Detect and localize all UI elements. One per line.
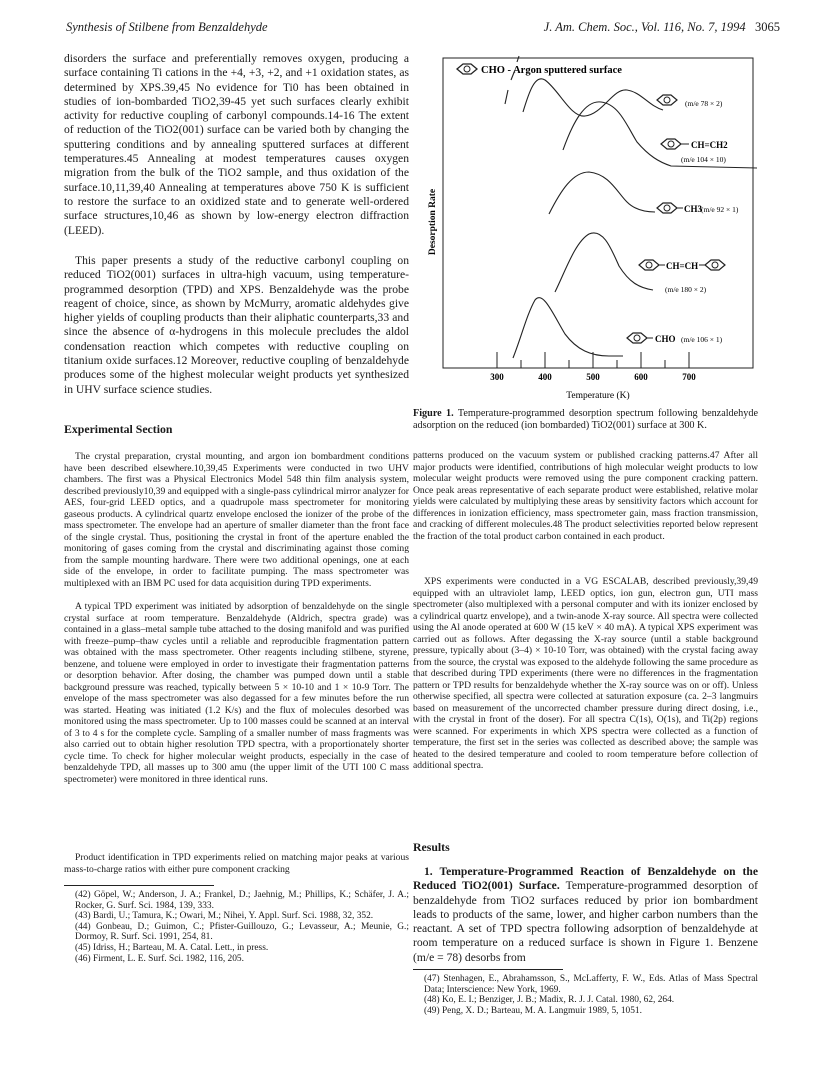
trace-species: CHO [655,334,676,344]
page-number: 3065 [755,20,780,34]
caption-label: Figure 1. [413,408,454,419]
figure-caption [413,408,758,446]
figure-1 [413,52,758,407]
x-tick-label: 600 [634,372,648,382]
right-column [413,408,758,1016]
reference-item: (42) Göpel, W.; Anderson, J. A.; Frankel, D.; Jaehnig, M.; Phillips, K.; Schäfer, J. A.; Rocker, G. Surf. Sci. 1984, 139, 333. [75,890,409,911]
paragraph: The crystal preparation, crystal mounting, and argon ion bombardment conditions have been described elsewhere.10,39,45 Experiments were conducted in two UHV chambers. The first was a Physical Electronics Model 548 thin film analysis system, described previously10,39 and equipped with a single-pass cylindrical mirror analyzer for AES, four-grid LEED optics, and a quadrupole mass spectrometer for monitoring gaseous products. A cylindrical quartz envelope enclosed the ionizer of the probe of the mass spectrometer. The envelope had an aperture of smaller diameter than the front face of the single crystal. Thus, positioning the crystal in front of the aperture enabled the monitoring of gases coming from the crystal and discriminating against those coming from the sample mounting hardware. There were two additional openings, one at each side of the envelope, in order to facilitate pumping. The mass spectrometer was multiplexed with an IBM PC used for data acquisition during TPD experiments. [64,451,409,589]
section-title: Experimental Section [64,422,173,436]
reference-list [413,974,758,1016]
trace-label: (m/e 78 × 2) [685,99,723,108]
trace-species: CH3 [684,204,702,214]
left-column [64,52,409,964]
benzene-ring-icon [661,139,681,149]
trace-species: CH=CH2 [691,140,728,150]
reference-item: (44) Gonbeau, D.; Guimon, C.; Pfister-Guillouzo, G.; Levasseur, A.; Meunie, G.; Dormoy, R. Surf. Sci. 1991, 254, 81. [75,921,409,943]
reference-item: (49) Peng, X. D.; Barteau, M. A. Langmuir 1989, 5, 1051. [424,1005,642,1016]
journal-name: J. Am. Chem. Soc., Vol. 116, No. 7, 1994 [543,20,746,34]
paragraph: patterns produced on the vacuum system or published cracking patterns.47 After all major products were identified, contributions of high molecular weight products to low molecular weight products were removed using the pure component cracking pattern. Once peak areas representative of each separate product were established, relative molar yields were calculated by multiplying these areas by sensitivity factors which account for differences in ionization efficiency, mass spectrometer gain, mass fraction transmission, and cracking of different molecules.48 The product selectivities reported below represent the fraction of the total product carbon contained in each product. [413,450,758,542]
benzene-ring-icon [457,64,477,74]
tpd-plot [413,52,758,404]
x-tick-label: 400 [538,372,552,382]
trace-toluene [549,172,655,214]
x-axis-ticks [497,352,689,368]
benzene-ring-icon [657,95,677,105]
trace-stilbene [555,233,653,292]
trace-label: (m/e 180 × 2) [665,285,707,294]
y-axis-label: Desorption Rate [428,188,438,256]
reference-list [64,890,409,964]
reference-item: (47) Stenhagen, E., Abrahamsson, S., McLafferty, F. W., Eds. Atlas of Mass Spectral Data; Interscience: New York, 1969. [424,974,758,995]
benzene-ring-icon [627,333,647,343]
subsection-title: 1. Temperature-Programmed Reaction of Benzaldehyde on the Reduced TiO2(001) Surface. [413,865,758,893]
benzene-ring-icon [705,260,725,270]
paragraph: disorders the surface and preferentially removes oxygen, producing a surface containing Ti cations in the +4, +3, +2, and +1 oxidation states, as determined by XPS.39,45 No evidence for Ti0 has been obtained in studies of ion-bombarded TiO2,39-45 yet such surfaces clearly exhibit activity for reductive coupling of carbonyl compounds.14-16 The extent of reduction of the TiO2(001) surface can be varied both by changing the sputtering conditions and by annealing sputtered surfaces at different temperatures.45 Annealing at modest temperatures causes oxygen migration from the bulk of the TiO2 sample, and thus oxidation of the surface.10,11,39,40 Annealing at temperatures above 750 K is sufficient to restore the surface to an oxidized state and to generate well-ordered surface structures,10,46 as shown by low-energy electron diffraction (LEED). [64,52,409,237]
subsection-text: Temperature-programmed desorption of benzaldehyde from TiO2 surfaces reduced by prior ion bombardment leads to products of the same, lower, and higher carbon numbers than the reactant. A set of TPD spectra following adsorption of benzaldehyde at room temperature on a reduced surface is shown in Figure 1. Benzene (m/e = 78) desorbs from [413,879,758,964]
trace-label: (m/e 92 × 1) [701,205,739,214]
paragraph: Product identification in TPD experiments relied on matching major peaks at various mass-to-charge ratios with either pure component cracking [64,852,409,875]
paragraph [413,865,758,965]
caption-text: Temperature-programmed desorption spectrum following benzaldehyde adsorption on the reduced (ion bombarded) TiO2(001) surface at 300 K. [413,408,758,431]
running-title: Synthesis of Stilbene from Benzaldehyde [66,20,268,34]
reference-item: (46) Firment, L. E. Surf. Sci. 1982, 116, 205. [75,953,244,964]
trace-label: (m/e 106 × 1) [681,335,723,344]
legend-title: CHO - Argon sputtered surface [481,65,622,76]
footnote-rule [413,969,563,970]
reference-item: (43) Bardi, U.; Tamura, K.; Owari, M.; Nihei, Y. Appl. Surf. Sci. 1988, 32, 352. [75,911,374,922]
x-tick-label: 300 [490,372,504,382]
paragraph: XPS experiments were conducted in a VG ESCALAB, described previously,39,49 equipped with an ultraviolet lamp, LEED optics, ion gun, electron gun, UTI mass spectrometer (also multiplexed with a personal computer and with its ionizer enclosed by a cylindrical quartz envelope), and a twin-anode X-ray source. All spectra were collected using the Al anode operated at 600 W (15 keV × 40 mA). A typical XPS experiment was carried out as follows. After degassing the X-ray source (until a stable background pressure, typically about (3–4) × 10-10 Torr, was obtained) with the crystal facing away from the source, the crystal was exposed to the aldehyde following the same procedure as that described during TPD experiments (there were no differences in the fragmentation pattern or TPD results for benzaldehyde whether the X-ray source was on or off). Unless otherwise specified, all spectra were collected at saturation exposure (ca. 2–3 langmuirs based on measurement of the uncorrected chamber pressure during direct dosing, i.e., with the crystal in front of the doser). For all spectra C(1s), O(1s), and Ti(2p) regions were scanned. For experiments in which XPS spectra were collected as a function of temperature, the first set in the series was collected as described above; the sample was heated to the desired temperature and cooled to room temperature before collection of additional spectra. [413,576,758,771]
trace-benzaldehyde [513,298,623,358]
x-tick-label: 500 [586,372,600,382]
paragraph: A typical TPD experiment was initiated by adsorption of benzaldehyde on the single crystal surface at room temperature. Benzaldehyde (Aldrich, spectra grade) was contained in a glass–metal sample tube attached to the dosing manifold and was purified with freeze–pump–thaw cycles until a reliable and reproducible fragmentation pattern was obtained with the mass spectrometer. Other reagents including stilbene, styrene, benzene, and toluene were employed in order to investigate their fragmentation patterns or desorption behavior. After dosing, the chamber was pumped down until a stable background pressure was reached, typically between 5 × 10-10 and 1 × 10-9 Torr. The envelope of the mass spectrometer was also degassed for a few minutes before the run was started. Heating was initiated (1.2 K/s) and the flux of molecules desorbed was monitored using the mass spectrometer. Up to 100 masses could be scanned at an interval of 3 to 4 s for the complete cycle. Sampling of a smaller number of mass fragments was also carried out to obtain higher resolution TPD spectra, with a proportionately shorter cycle time. To check for higher molecular weight products, especially in the case of benzaldehyde TPD, all masses up to 300 amu (the upper limit of the UTI 100 C mass spectrometer) were monitored in three identical runs. [64,601,409,785]
section-title: Results [413,840,450,854]
footnote-rule [64,885,214,886]
trace-species: CH=CH [666,261,699,271]
trace-label: (m/e 104 × 10) [681,155,726,164]
trace-styrene [563,102,757,168]
reference-item: (48) Ko, E. I.; Benziger, J. B.; Madix, R. J. J. Catal. 1980, 62, 264. [424,995,675,1006]
x-axis-label: Temperature (K) [566,391,630,401]
journal-citation [544,20,780,35]
reference-item: (45) Idriss, H.; Barteau, M. A. Catal. Lett., in press. [75,942,269,953]
paragraph: This paper presents a study of the reductive carbonyl coupling on reduced TiO2(001) surfaces in ultra-high vacuum, using temperature-programmed desorption (TPD) and XPS. Benzaldehyde was the probe reagent of choice, since, as shown by McMurry, aromatic aldehydes give higher yields of coupling products than their aliphatic counterparts,33 and since the absence of α-hydrogens in this molecule precludes the aldol condensation reaction which competes with reductive coupling on titanium oxide surfaces.12 Moreover, reductive coupling of benzaldehyde produces some of the highest molecular weight products yet synthesized in UHV surface science studies. [64,254,409,396]
benzene-ring-icon [657,203,677,213]
x-tick-label: 700 [682,372,696,382]
benzene-ring-icon [639,260,659,270]
